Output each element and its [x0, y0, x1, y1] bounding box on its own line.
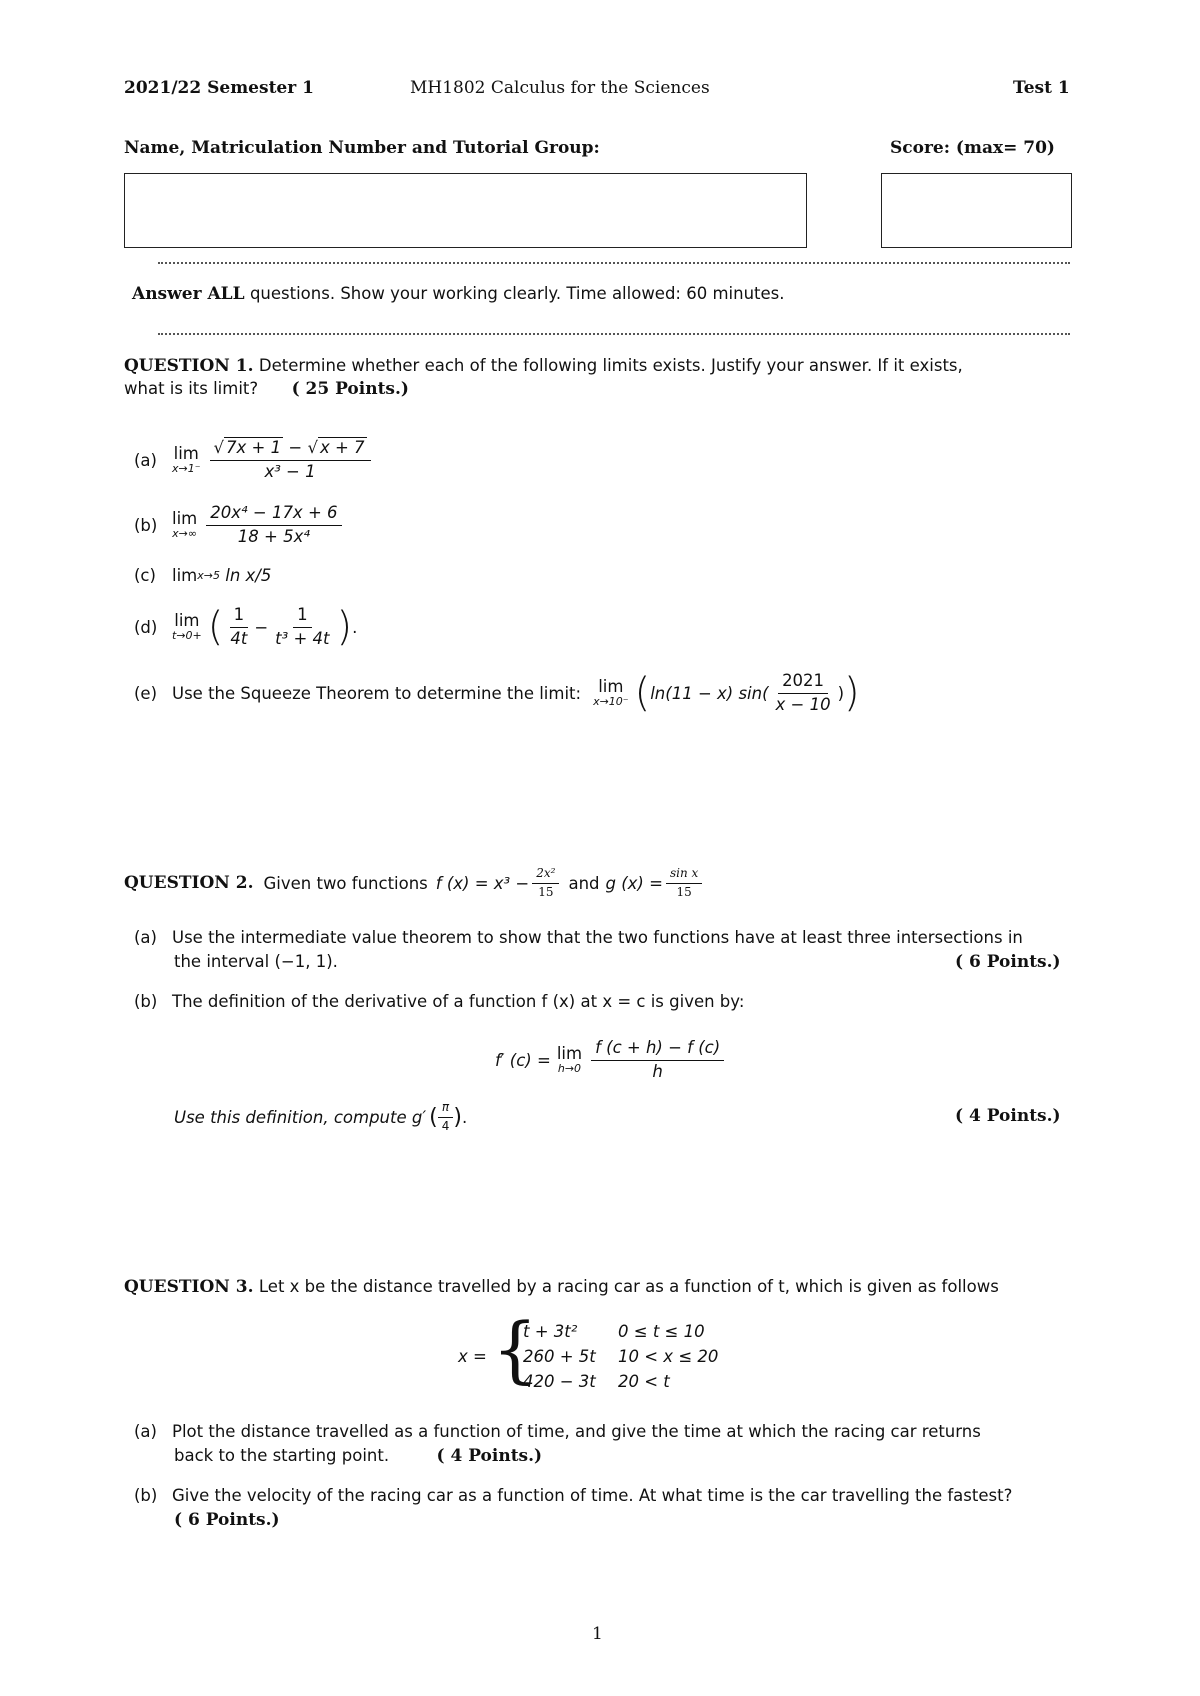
close-paren: ): [837, 683, 845, 703]
instructions-bold: Answer ALL: [132, 284, 245, 304]
question-2b-line2: [174, 1100, 467, 1134]
question-1b: [134, 497, 345, 553]
instructions: [132, 284, 785, 304]
name-field-label: Name, Matriculation Number and Tutorial Group:: [124, 138, 600, 158]
denominator: x³ − 1: [264, 461, 316, 481]
lim-subscript: t→0+: [172, 629, 202, 643]
divider: [158, 333, 1070, 335]
test-label: Test 1: [1013, 78, 1070, 98]
left-paren: (: [207, 604, 224, 650]
question-3a: [134, 1422, 981, 1441]
left-paren: (: [634, 670, 651, 716]
g-definition: g (x) =: [605, 873, 663, 893]
semester-label: 2021/22 Semester 1: [124, 78, 314, 98]
case-condition: 0 ≤ t ≤ 10: [618, 1322, 705, 1341]
item-text: Use this definition, compute g′: [174, 1107, 427, 1127]
question-1d: [134, 598, 357, 656]
item-label: (e): [134, 683, 158, 703]
lim-operator: lim: [598, 676, 624, 696]
item-text: Give the velocity of the racing car as a function of time. At what time is the car travelling the fastest?: [172, 1486, 1013, 1505]
lim-operator: lim: [556, 1043, 583, 1063]
denominator: 4: [441, 1118, 450, 1133]
divider: [158, 262, 1070, 264]
item-label: (a): [134, 1422, 157, 1441]
expression: ln x/5: [219, 565, 272, 585]
left-paren: (: [429, 1104, 438, 1130]
item-label: (a): [134, 928, 157, 947]
name-box[interactable]: [124, 173, 807, 248]
case-condition: 20 < t: [618, 1372, 670, 1391]
question-3b: [134, 1486, 1012, 1505]
lim-operator: lim: [172, 565, 198, 585]
denominator: t³ + 4t: [275, 628, 330, 648]
numerator: 2x²: [532, 867, 559, 884]
item-text: Use the Squeeze Theorem to determine the limit:: [172, 683, 582, 703]
lim-subscript: x→1⁻: [172, 462, 201, 476]
case-expr: t + 3t²: [523, 1322, 578, 1341]
lim-subscript: x→10⁻: [593, 695, 629, 709]
question-3-text: Let x be the distance travelled by a racing car as a function of t, which is given as follows: [258, 1277, 999, 1296]
question-2a-line2: the interval (−1, 1).: [174, 952, 338, 971]
period: .: [461, 1107, 468, 1127]
sqrt-term: 7x + 1: [226, 437, 282, 457]
question-2-intro: [124, 866, 705, 900]
item-text: The definition of the derivative of a function f (x) at x = c is given by:: [172, 992, 745, 1011]
item-text: Use the intermediate value theorem to show that the two functions have at least three intersections in: [172, 928, 1023, 947]
question-3-intro: [124, 1277, 999, 1297]
denominator: 15: [676, 884, 692, 899]
item-label: (d): [134, 617, 158, 637]
question-1e: [134, 664, 860, 722]
lim-operator: lim: [172, 508, 198, 528]
question-1-text: Determine whether each of the following limits exists. Justify your answer. If it exists,: [258, 356, 963, 375]
course-title: MH1802 Calculus for the Sciences: [410, 78, 710, 98]
question-2-heading: QUESTION 2.: [124, 873, 254, 893]
expression: ln(11 − x) sin(: [650, 683, 769, 703]
item-label: (b): [134, 515, 158, 535]
denominator: 4t: [230, 628, 248, 648]
item-text: Plot the distance travelled as a function of time, and give the time at which the racing car returns: [172, 1422, 981, 1441]
score-label: Score: (max= 70): [890, 138, 1055, 158]
numerator: f (c + h) − f (c): [591, 1039, 724, 1061]
denominator: x − 10: [775, 694, 831, 714]
question-3a-line2: [174, 1446, 542, 1466]
question-3b-points: ( 6 Points.): [174, 1510, 280, 1530]
right-paren: ): [844, 670, 860, 716]
piecewise-brace: {: [492, 1307, 538, 1391]
item-label: (b): [134, 992, 158, 1011]
case-expr: 420 − 3t: [523, 1372, 596, 1391]
question-1-points: ( 25 Points.): [291, 379, 409, 399]
lim-subscript: x→∞: [172, 527, 198, 541]
page-number: 1: [592, 1624, 603, 1644]
question-1c: [134, 562, 271, 588]
f-definition: f (x) = x³ −: [435, 873, 530, 893]
case-expr: 260 + 5t: [523, 1347, 596, 1366]
numerator: 1: [230, 606, 249, 628]
derivative-definition: [495, 1032, 727, 1088]
score-box[interactable]: [881, 173, 1072, 248]
question-1a: [134, 432, 374, 488]
question-2a-points: ( 6 Points.): [955, 952, 1061, 972]
period: .: [352, 617, 358, 637]
question-2-text: Given two functions: [263, 873, 428, 893]
numerator: 2021: [778, 672, 828, 694]
question-2b: [134, 992, 744, 1011]
numerator: sin x: [666, 867, 702, 884]
denominator: 15: [538, 884, 554, 899]
question-2b-points: ( 4 Points.): [955, 1106, 1061, 1126]
sqrt-term: x + 7: [319, 437, 365, 457]
conjunction: and: [568, 873, 600, 893]
numerator: 20x⁴ − 17x + 6: [206, 504, 341, 526]
question-1-text-2: what is its limit?: [124, 379, 259, 398]
lim-operator: lim: [173, 443, 199, 463]
limit-fraction: $\frac{√ 7x + 1 - √ x + 7}{\text{x³ − 1}}$: [210, 439, 371, 482]
question-3-heading: QUESTION 3.: [124, 1277, 254, 1297]
question-1-intro: [124, 356, 963, 376]
denominator: h: [652, 1061, 663, 1081]
question-1-heading: QUESTION 1.: [124, 356, 254, 376]
question-3a-points: ( 4 Points.): [436, 1446, 543, 1466]
right-paren: ): [453, 1104, 462, 1130]
right-paren: ): [336, 604, 353, 650]
denominator: 18 + 5x⁴: [237, 526, 310, 546]
lim-subscript: x→5: [197, 568, 220, 582]
minus-sign: −: [254, 617, 269, 637]
lim-subscript: h→0: [557, 1062, 582, 1076]
minus-sign: −: [283, 437, 308, 457]
formula-lhs: f′ (c) =: [495, 1050, 551, 1070]
numerator: 1: [293, 606, 312, 628]
item-label: (b): [134, 1486, 158, 1505]
numerator: π: [438, 1101, 453, 1118]
case-condition: 10 < x ≤ 20: [618, 1347, 719, 1366]
item-label: (a): [134, 450, 157, 470]
question-2a: [134, 928, 1023, 947]
instructions-text: questions. Show your working clearly. Time allowed: 60 minutes.: [249, 284, 785, 303]
limit-fraction: [206, 504, 341, 547]
question-1-intro-line2: [124, 379, 409, 399]
lim-operator: lim: [174, 610, 200, 630]
item-label: (c): [134, 565, 156, 585]
piecewise-lhs: x =: [458, 1347, 487, 1366]
item-text: back to the starting point.: [174, 1446, 390, 1465]
